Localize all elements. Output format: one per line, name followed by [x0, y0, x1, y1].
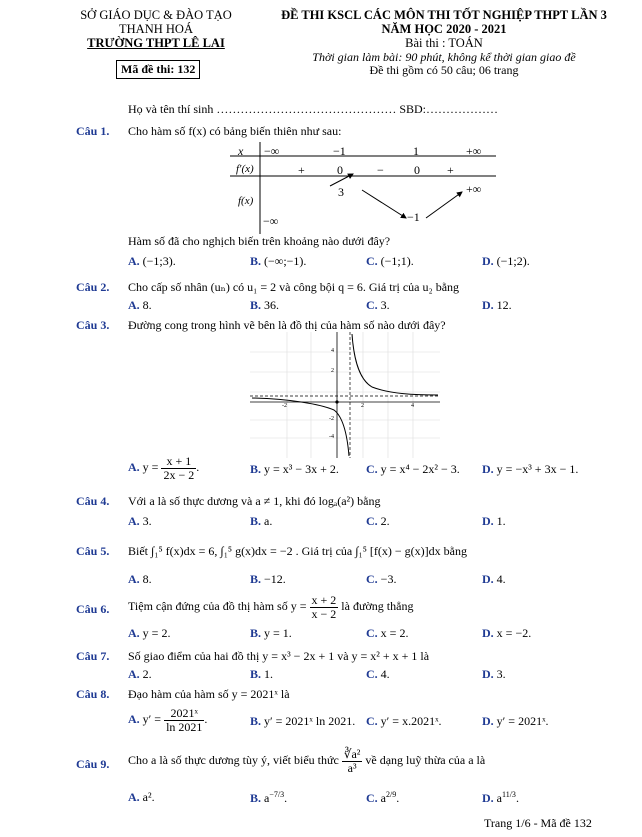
option-tail: . — [204, 711, 208, 726]
option-d[interactable] — [482, 667, 506, 682]
option-label: D. — [482, 462, 494, 476]
option-label: B. — [250, 514, 262, 528]
question-text — [128, 748, 485, 774]
graph-tick-label: 2 — [331, 368, 334, 374]
question-text: Số giao điểm của hai đồ thị y = x³ − 2x + 1 và y = x² + x + 1 là — [128, 649, 430, 663]
graph-tick-label: 2 — [361, 403, 364, 409]
option-label: D. — [482, 626, 494, 640]
option-label: D. — [482, 298, 494, 312]
table-f-val: −1 — [407, 210, 420, 224]
option-label: A. — [128, 254, 140, 268]
option-b[interactable] — [250, 572, 286, 587]
question-text: Đạo hàm của hàm số y = 2021ˣ là — [128, 687, 290, 701]
question-text: Với a là số thực dương và a ≠ 1, khi đó logₐ(a²) bằng — [128, 494, 381, 508]
option-text: y′ = 2021ˣ. — [496, 714, 549, 728]
option-c[interactable] — [366, 572, 396, 587]
option-label: C. — [366, 572, 378, 586]
option-a[interactable] — [128, 790, 155, 805]
table-x-val: 1 — [413, 144, 419, 158]
option-label: C. — [366, 667, 378, 681]
option-b[interactable] — [250, 514, 272, 529]
option-text: y = −x³ + 3x − 1. — [496, 462, 579, 476]
option-text: (−1;2). — [496, 254, 530, 268]
option-text: a — [264, 791, 270, 805]
option-text: y = 2. — [142, 626, 171, 640]
option-label: C. — [366, 298, 378, 312]
table-sign: + — [298, 163, 305, 177]
question-text: Hàm số đã cho nghịch biến trên khoảng nào dưới đây? — [128, 234, 391, 248]
option-label: A. — [128, 459, 140, 474]
question-number: Câu 9. — [76, 757, 110, 771]
option-d[interactable] — [482, 298, 512, 313]
option-d[interactable] — [482, 254, 530, 269]
question-number: Câu 4. — [76, 494, 110, 508]
option-a[interactable] — [128, 572, 152, 587]
option-label: B. — [250, 572, 262, 586]
question-text-after: về dạng luỹ thừa của a là — [365, 752, 486, 767]
option-label: B. — [250, 462, 262, 476]
graph-tick-label: -2 — [329, 416, 334, 422]
option-text: 1. — [496, 514, 506, 528]
option-b[interactable] — [250, 790, 287, 806]
option-label: D. — [482, 572, 494, 586]
table-f-val: −∞ — [263, 214, 279, 228]
option-c[interactable] — [366, 462, 460, 477]
exponent: −7/3 — [269, 790, 285, 799]
option-text: 12. — [496, 298, 512, 312]
option-text: 4. — [380, 667, 390, 681]
option-label: C. — [366, 791, 378, 805]
option-label: B. — [250, 791, 262, 805]
table-sign: + — [447, 163, 454, 177]
option-d[interactable] — [482, 790, 519, 806]
question-number: Câu 5. — [76, 544, 110, 558]
option-c[interactable] — [366, 626, 408, 641]
fraction-denominator: x − 2 — [311, 606, 337, 621]
option-text: y′ = — [142, 711, 162, 726]
option-text: y′ = 2021ˣ ln 2021. — [264, 714, 356, 728]
option-label: B. — [250, 254, 262, 268]
option-c[interactable] — [366, 714, 442, 729]
option-d[interactable] — [482, 714, 549, 729]
option-text: a. — [264, 514, 273, 528]
option-b[interactable] — [250, 462, 339, 477]
question-number: Câu 8. — [76, 687, 110, 701]
option-a[interactable] — [128, 298, 152, 313]
option-label: B. — [250, 667, 262, 681]
exam-title: ĐỀ THI KSCL CÁC MÔN THI TỐT NGHIỆP THPT LẦN 3 — [281, 8, 607, 22]
option-label: D. — [482, 791, 494, 805]
option-tail: . — [396, 791, 400, 805]
option-a[interactable] — [128, 707, 207, 733]
exam-code-box: Mã đề thi: 132 — [116, 60, 200, 79]
option-label: C. — [366, 254, 378, 268]
fraction — [164, 707, 204, 733]
exponent: 2/9 — [386, 790, 397, 799]
option-text: y′ = x.2021ˣ. — [380, 714, 442, 728]
fraction — [161, 455, 196, 481]
question-text: Cho hàm số f(x) có bảng biến thiên như sau: — [128, 124, 342, 138]
option-text: 8. — [142, 572, 152, 586]
option-label: A. — [128, 298, 140, 312]
option-a[interactable] — [128, 254, 176, 269]
duration: Thời gian làm bài: 90 phút, không kể thời gian giao đề — [312, 50, 576, 64]
fraction-numerator: 2021ˣ — [164, 707, 204, 721]
fraction — [342, 748, 363, 774]
option-d[interactable] — [482, 572, 506, 587]
option-a[interactable] — [128, 626, 170, 641]
table-sign: 0 — [414, 163, 420, 177]
option-text: 2. — [142, 667, 152, 681]
question-text: Biết ∫₁⁵ f(x)dx = 6, ∫₁⁵ g(x)dx = −2 . Giá trị của ∫₁⁵ [f(x) − g(x)]dx bằng — [128, 544, 467, 558]
subject: Bài thi : TOÁN — [405, 36, 483, 50]
table-f-val: +∞ — [466, 182, 482, 196]
question-number: Câu 2. — [76, 280, 110, 294]
option-d[interactable] — [482, 514, 506, 529]
fraction-numerator: x + 1 — [161, 455, 196, 469]
school-name: TRƯỜNG THPT LÊ LAI — [87, 36, 225, 50]
question-text-before: Cho a là số thực dương tùy ý, viết biểu thức — [128, 752, 339, 767]
question-text: Tiệm cận đứng của đồ thị hàm số y = $\frac{x + 2}{x - 2}$ là đường thẳng — [128, 593, 414, 621]
question-number: Câu 6. — [76, 602, 110, 616]
fraction-denominator: a³ — [347, 760, 357, 775]
option-text: 3. — [380, 298, 390, 312]
option-label: D. — [482, 514, 494, 528]
graph-tick-label: -4 — [329, 434, 334, 440]
option-text: a — [496, 791, 502, 805]
option-label: C. — [366, 714, 378, 728]
option-label: A. — [128, 790, 140, 804]
option-text: y = — [142, 459, 159, 474]
table-f-label: f(x) — [238, 195, 254, 207]
option-label: C. — [366, 462, 378, 476]
question-text-before: Tiệm cận đứng của đồ thị hàm số — [128, 598, 288, 613]
question-number: Câu 7. — [76, 649, 110, 663]
option-label: B. — [250, 298, 262, 312]
option-label: D. — [482, 254, 494, 268]
page-footer: Trang 1/6 - Mã đề 132 — [484, 816, 592, 830]
option-label: A. — [128, 626, 140, 640]
table-x-val: +∞ — [466, 144, 482, 158]
option-text: y = x³ − 3x + 2. — [264, 462, 339, 476]
option-text: x = −2. — [496, 626, 532, 640]
graph-tick-label: 4 — [411, 403, 414, 409]
option-text: (−1;3). — [142, 254, 176, 268]
table-f-val: 3 — [338, 185, 344, 199]
option-text: a². — [142, 790, 155, 804]
school-year: NĂM HỌC 2020 - 2021 — [381, 22, 507, 36]
option-label: A. — [128, 572, 140, 586]
option-a[interactable] — [128, 514, 152, 529]
option-b[interactable] — [250, 298, 279, 313]
option-label: D. — [482, 667, 494, 681]
option-text: y = 1. — [264, 626, 292, 640]
fraction-denominator: 2x − 2 — [163, 467, 195, 482]
option-tail: . — [515, 791, 519, 805]
table-x-val: −∞ — [264, 144, 280, 158]
option-label: C. — [366, 626, 378, 640]
option-d[interactable] — [482, 462, 578, 477]
option-text: 3. — [496, 667, 506, 681]
table-sign: − — [377, 163, 384, 177]
option-c[interactable] — [366, 667, 390, 682]
question-text: Cho cấp số nhân (uₙ) có u₁ = 2 và công bội q = 6. Giá trị của u₂ bằng — [128, 280, 460, 294]
fraction-numerator: ∛a² — [343, 747, 361, 761]
fraction — [310, 594, 339, 620]
table-x-val: −1 — [333, 144, 346, 158]
option-tail: . — [284, 791, 288, 805]
table-fprime-label: f′(x) — [236, 163, 254, 175]
option-label: C. — [366, 514, 378, 528]
option-text: 3. — [142, 514, 152, 528]
option-label: A. — [128, 711, 140, 726]
option-label: A. — [128, 514, 140, 528]
function-graph — [250, 332, 440, 458]
option-text: a — [380, 791, 386, 805]
department-line2: THANH HOÁ — [119, 22, 193, 36]
option-label: D. — [482, 714, 494, 728]
table-sign: 0 — [337, 163, 343, 177]
option-text: 8. — [142, 298, 152, 312]
fraction-denominator: ln 2021 — [166, 719, 203, 734]
option-d[interactable] — [482, 626, 531, 641]
question-text-after: là đường thẳng — [341, 598, 414, 613]
student-info-line: Họ và tên thí sinh ……………………………………… SBD:……………… — [128, 102, 499, 116]
question-text: Đường cong trong hình vẽ bên là đồ thị của hàm số nào dưới đây? — [128, 318, 446, 332]
option-text: 4. — [496, 572, 506, 586]
graph-tick-label: -2 — [282, 403, 287, 409]
option-text: (−1;1). — [380, 254, 414, 268]
department-line1: SỞ GIÁO DỤC & ĐÀO TẠO — [80, 8, 232, 22]
option-text: 1. — [264, 667, 274, 681]
option-b[interactable] — [250, 254, 306, 269]
option-c[interactable] — [366, 514, 390, 529]
exam-info: Đề thi gồm có 50 câu; 06 trang — [369, 63, 519, 77]
option-text: x = 2. — [380, 626, 409, 640]
option-text: (−∞;−1). — [264, 254, 307, 268]
option-c[interactable] — [366, 254, 414, 269]
option-text: 2. — [380, 514, 390, 528]
option-c[interactable] — [366, 790, 399, 806]
exponent: 11/3 — [502, 790, 516, 799]
option-text: −12. — [264, 572, 286, 586]
question-number: Câu 1. — [76, 124, 110, 138]
option-text: y = x⁴ − 2x² − 3. — [380, 462, 460, 476]
option-a[interactable] — [128, 667, 152, 682]
option-b[interactable] — [250, 667, 273, 682]
option-label: B. — [250, 626, 262, 640]
option-c[interactable] — [366, 298, 390, 313]
option-b[interactable] — [250, 626, 292, 641]
fraction-numerator: x + 2 — [311, 593, 337, 607]
option-text: −3. — [380, 572, 397, 586]
option-b[interactable] — [250, 714, 355, 729]
option-text: 36. — [264, 298, 280, 312]
graph-tick-label: 4 — [331, 348, 334, 354]
question-number: Câu 3. — [76, 318, 110, 332]
option-label: B. — [250, 714, 262, 728]
option-label: A. — [128, 667, 140, 681]
table-x-label: x — [238, 144, 244, 158]
option-a[interactable] — [128, 455, 199, 481]
option-tail: . — [196, 459, 200, 474]
